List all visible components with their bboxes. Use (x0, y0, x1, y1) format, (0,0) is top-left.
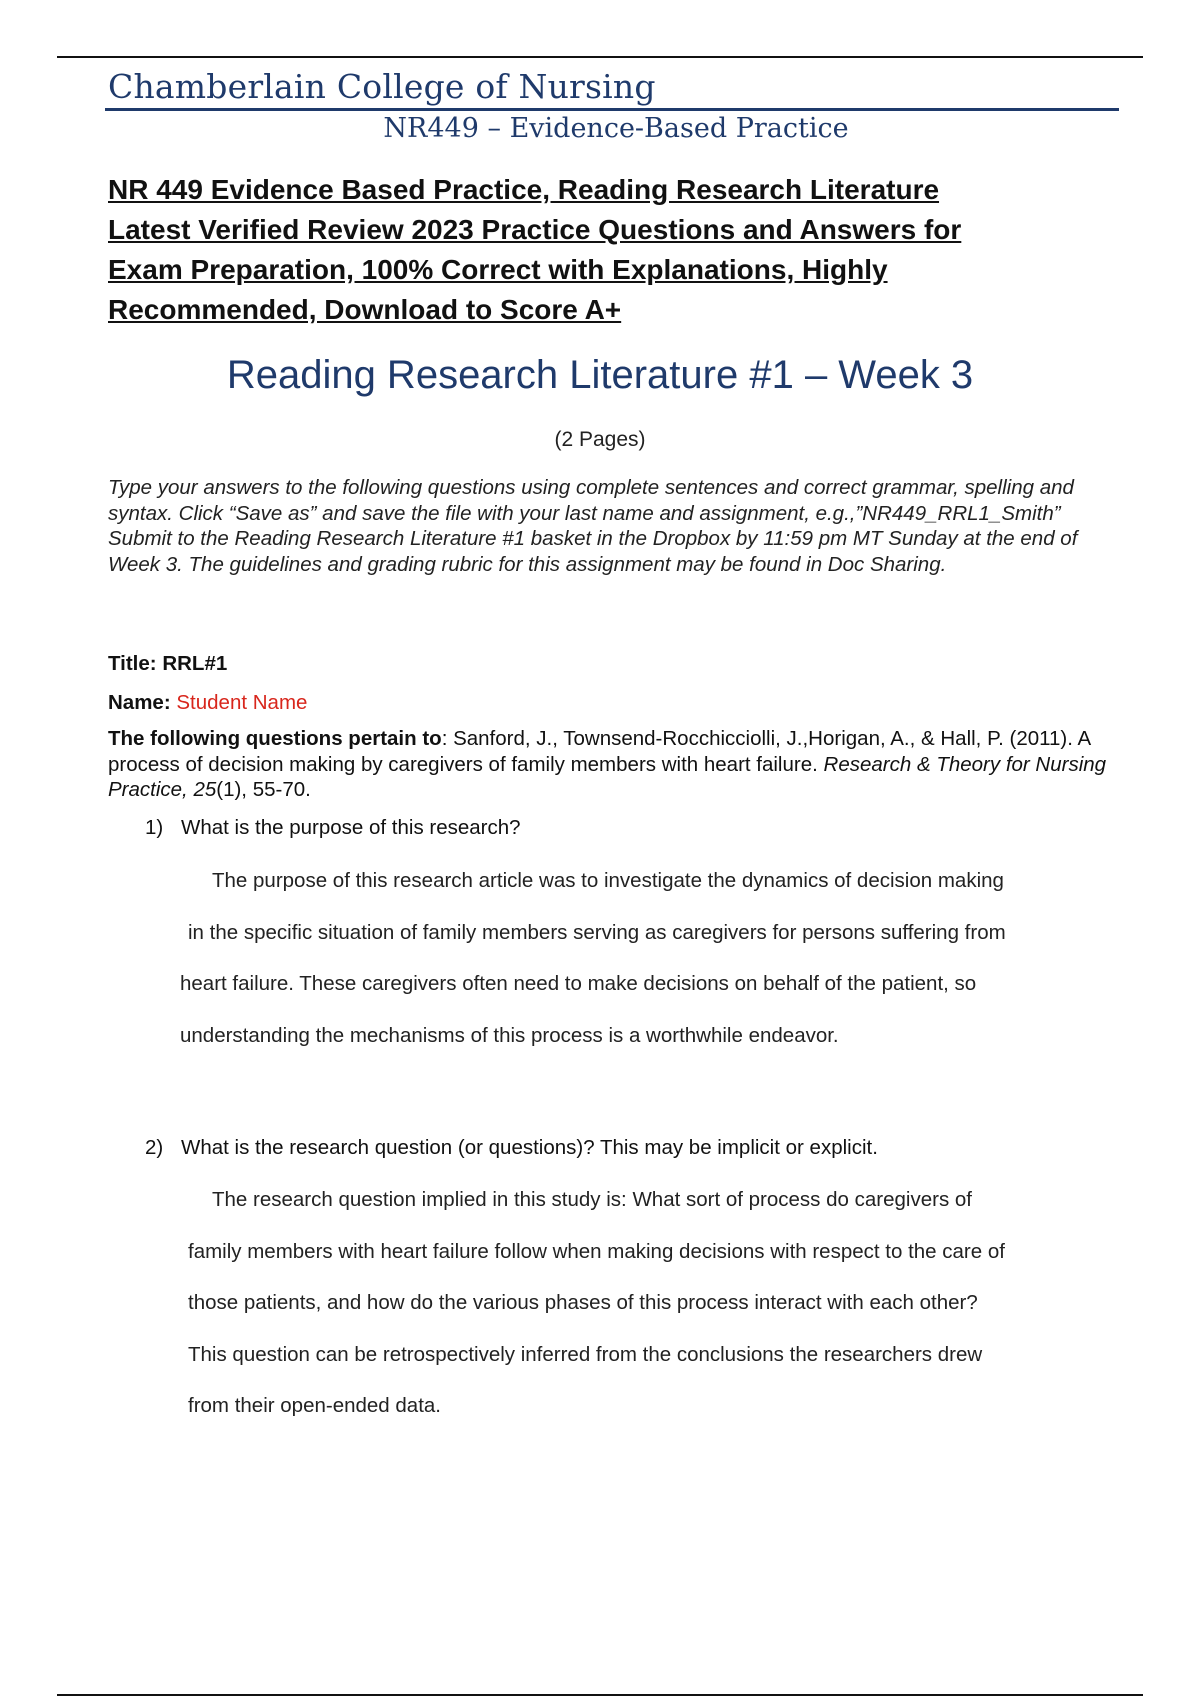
name-field (108, 690, 1108, 716)
assignment-heading: Reading Research Literature #1 – Week 3 (226, 353, 974, 397)
reference-label: The following questions pertain to (108, 727, 442, 750)
document-title (108, 170, 1108, 330)
page-count-note: (2 Pages) (554, 428, 646, 451)
student-name: Student Name (176, 691, 308, 714)
bottom-rule (57, 1694, 1143, 1696)
title-label: Title: (108, 652, 157, 675)
answer-line: This question can be retrospectively inferred from the conclusions the researchers drew (188, 1342, 983, 1366)
document-title-line: NR 449 Evidence Based Practice, Reading Research Literature (108, 174, 940, 205)
answer-line: understanding the mechanisms of this process is a worthwhile endeavor. (180, 1023, 839, 1047)
answer-line: in the specific situation of family members serving as caregivers for persons suffering from (188, 920, 1006, 944)
title-field (108, 651, 1108, 677)
answer-line: The purpose of this research article was to investigate the dynamics of decision making (212, 869, 1004, 892)
name-label: Name: (108, 691, 171, 714)
answer-line: The research question implied in this study is: What sort of process do caregivers of (212, 1188, 972, 1211)
question-text: What is the purpose of this research? (181, 816, 521, 839)
top-rule (57, 56, 1143, 58)
answer-line: from their open-ended data. (188, 1394, 441, 1417)
document-title-line: Latest Verified Review 2023 Practice Questions and Answers for (108, 214, 962, 245)
answer-1 (180, 855, 1080, 1061)
reference-issue: (1), 55-70. (216, 778, 311, 802)
reference-citation (108, 726, 1108, 803)
title-value: RRL#1 (162, 652, 228, 675)
page-header (108, 66, 1124, 147)
question-1 (145, 815, 1105, 841)
question-text: What is the research question (or questions)? This may be implicit or explicit. (181, 1136, 878, 1159)
question-number: 1) (145, 816, 164, 839)
document-title-line: Exam Preparation, 100% Correct with Explanations, Highly (108, 254, 888, 285)
answer-line: family members with heart failure follow when making decisions with respect to the care of (188, 1239, 1005, 1263)
instructions: Type your answers to the following questions using complete sentences and correct grammar, spelling and syntax. Click “Save as” and save the file with your last name and assignment, e.g.,”NR449_RRL1_Smith” Submit to the Reading Research Literature #1 basket in the Dropbox by 11:59 pm MT Sunday at the end of Week 3. The guidelines and grading rubric for this assignment may be found in Doc Sharing. (108, 476, 1078, 576)
reference-authors: : Sanford, J., Townsend-Rocchicciolli, J.,Horigan, A., & Hall, P. (2011). A process of decision making by caregivers of family members with heart failure. (108, 727, 1091, 776)
answer-line: those patients, and how do the various phases of this process interact with each other? (188, 1291, 978, 1314)
answer-line: heart failure. These caregivers often need to make decisions on behalf of the patient, so (180, 972, 977, 995)
course-name: NR449 – Evidence-Based Practice (383, 113, 849, 144)
question-number: 2) (145, 1136, 164, 1159)
question-2 (145, 1135, 1105, 1161)
document-title-line: Recommended, Download to Score A+ (108, 294, 622, 325)
answer-2 (180, 1174, 1080, 1432)
college-name: Chamberlain College of Nursing (108, 67, 656, 106)
reference-journal: Research & Theory for Nursing Practice, 25 (108, 752, 1107, 802)
